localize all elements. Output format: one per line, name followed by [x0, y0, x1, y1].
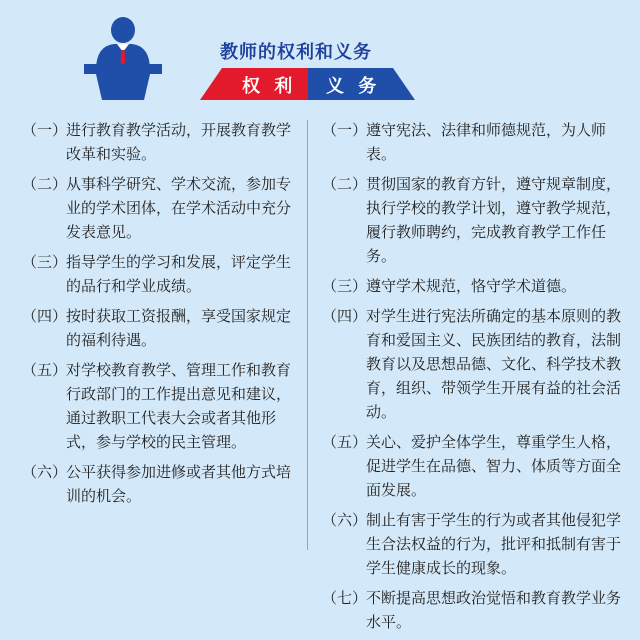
item-number: （五）	[22, 361, 68, 379]
list-item	[322, 118, 622, 166]
item-number: （四）	[322, 307, 368, 325]
teacher-at-podium-icon	[78, 12, 168, 106]
item-number: （二）	[322, 175, 368, 193]
duties-list	[322, 118, 622, 640]
list-item	[322, 172, 622, 268]
item-number: （三）	[322, 277, 368, 295]
item-number: （六）	[22, 463, 68, 481]
list-item	[22, 118, 302, 166]
item-number: （一）	[22, 121, 68, 139]
list-item	[322, 586, 622, 634]
list-item	[322, 508, 622, 580]
item-number: （一）	[322, 121, 368, 139]
list-item	[22, 358, 302, 454]
item-number: （四）	[22, 307, 68, 325]
page-title: 教师的权利和义务	[220, 42, 372, 63]
item-number: （五）	[322, 433, 368, 451]
item-text: 按时获取工资报酬，享受国家规定的福利待遇。	[66, 307, 292, 349]
item-text: 从事科学研究、学术交流，参加专业的学术团体，在学术活动中充分发表意见。	[66, 175, 292, 241]
item-text: 关心、爱护全体学生，尊重学生人格，促进学生在品德、智力、体质等方面全面发展。	[366, 433, 622, 499]
item-text: 对学生进行宪法所确定的基本原则的教育和爱国主义、民族团结的教育，法制教育以及思想品德、文化、科学技术教育，组织、带领学生开展有益的社会活动。	[366, 307, 622, 421]
item-text: 公平获得参加进修或者其他方式培训的机会。	[66, 463, 292, 505]
list-item	[22, 172, 302, 244]
item-text: 指导学生的学习和发展，评定学生的品行和学业成绩。	[66, 253, 292, 295]
item-number: （二）	[22, 175, 68, 193]
item-text: 遵守学术规范，恪守学术道德。	[366, 277, 577, 295]
item-number: （六）	[322, 511, 368, 529]
item-text: 贯彻国家的教育方针，遵守规章制度，执行学校的教学计划，遵守教学规范，履行教师聘约，完成教育教学工作任务。	[366, 175, 622, 265]
item-number: （三）	[22, 253, 68, 271]
header	[0, 0, 640, 110]
item-text: 遵守宪法、法律和师德规范，为人师表。	[366, 121, 607, 163]
item-number: （七）	[322, 589, 368, 607]
list-item	[322, 304, 622, 424]
rights-duties-banner	[200, 68, 415, 100]
rights-list	[22, 118, 302, 514]
list-item	[22, 460, 302, 508]
list-item	[22, 304, 302, 352]
rights-tab-label: 权 利	[242, 76, 297, 97]
list-item	[322, 274, 622, 298]
column-divider	[307, 120, 308, 550]
item-text: 对学校教育教学、管理工作和教育行政部门的工作提出意见和建议，通过教职工代表大会或者其他形式，参与学校的民主管理。	[66, 361, 292, 451]
item-text: 不断提高思想政治觉悟和教育教学业务水平。	[366, 589, 622, 631]
list-item	[22, 250, 302, 298]
list-item	[322, 430, 622, 502]
item-text: 进行教育教学活动，开展教育教学改革和实验。	[66, 121, 292, 163]
duties-tab-label: 义 务	[326, 76, 381, 97]
item-text: 制止有害于学生的行为或者其他侵犯学生合法权益的行为，批评和抵制有害于学生健康成长的现象。	[366, 511, 622, 577]
